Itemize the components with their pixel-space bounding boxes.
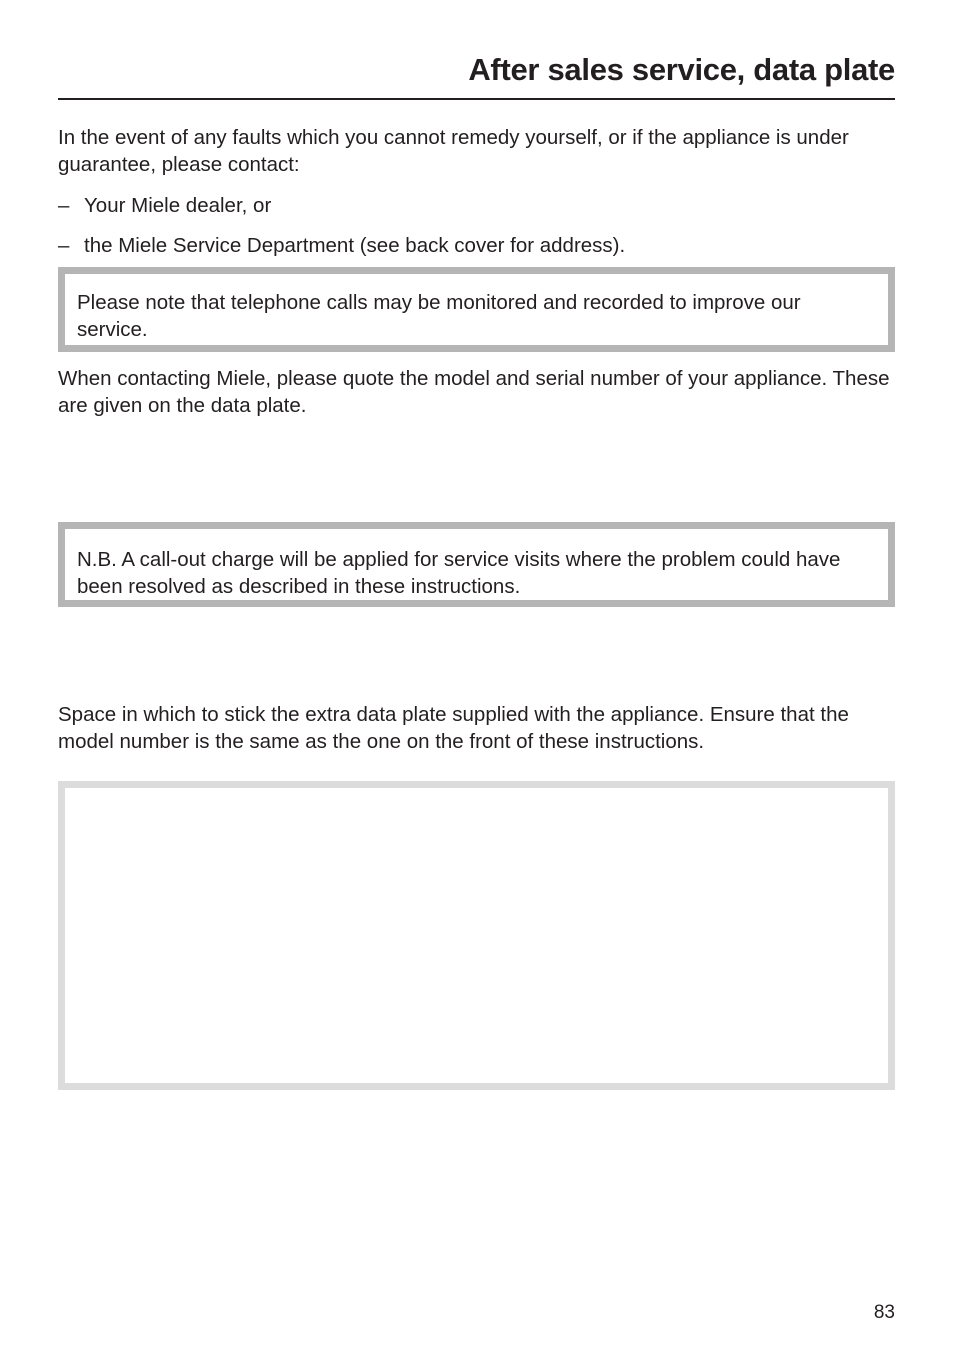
title-divider (58, 98, 895, 100)
data-plate-space (58, 781, 895, 1090)
list-item (58, 192, 271, 219)
intro-paragraph: In the event of any faults which you cannot remedy yourself, or if the appliance is under guarantee, please contact: (58, 126, 849, 176)
dash-bullet: – (58, 194, 70, 217)
telephone-note-box (58, 267, 895, 352)
page-title: After sales service, data plate (468, 52, 895, 87)
data-plate-instruction: Space in which to stick the extra data plate supplied with the appliance. Ensure that the model number is the same as the one on the front of these instructions. (58, 703, 849, 753)
callout-charge-note-box (58, 522, 895, 607)
telephone-note-text: Please note that telephone calls may be monitored and recorded to improve our service. (77, 291, 801, 341)
contact-info-paragraph: When contacting Miele, please quote the model and serial number of your appliance. These are given on the data plate. (58, 367, 890, 417)
callout-charge-note-text: N.B. A call-out charge will be applied for service visits where the problem could have been resolved as described in these instructions. (77, 548, 841, 598)
list-item-text: Your Miele dealer, or (84, 194, 272, 217)
list-item-text: the Miele Service Department (see back cover for address). (84, 234, 626, 257)
page-number: 83 (873, 1302, 895, 1323)
list-item (58, 232, 625, 259)
dash-bullet: – (58, 234, 70, 257)
